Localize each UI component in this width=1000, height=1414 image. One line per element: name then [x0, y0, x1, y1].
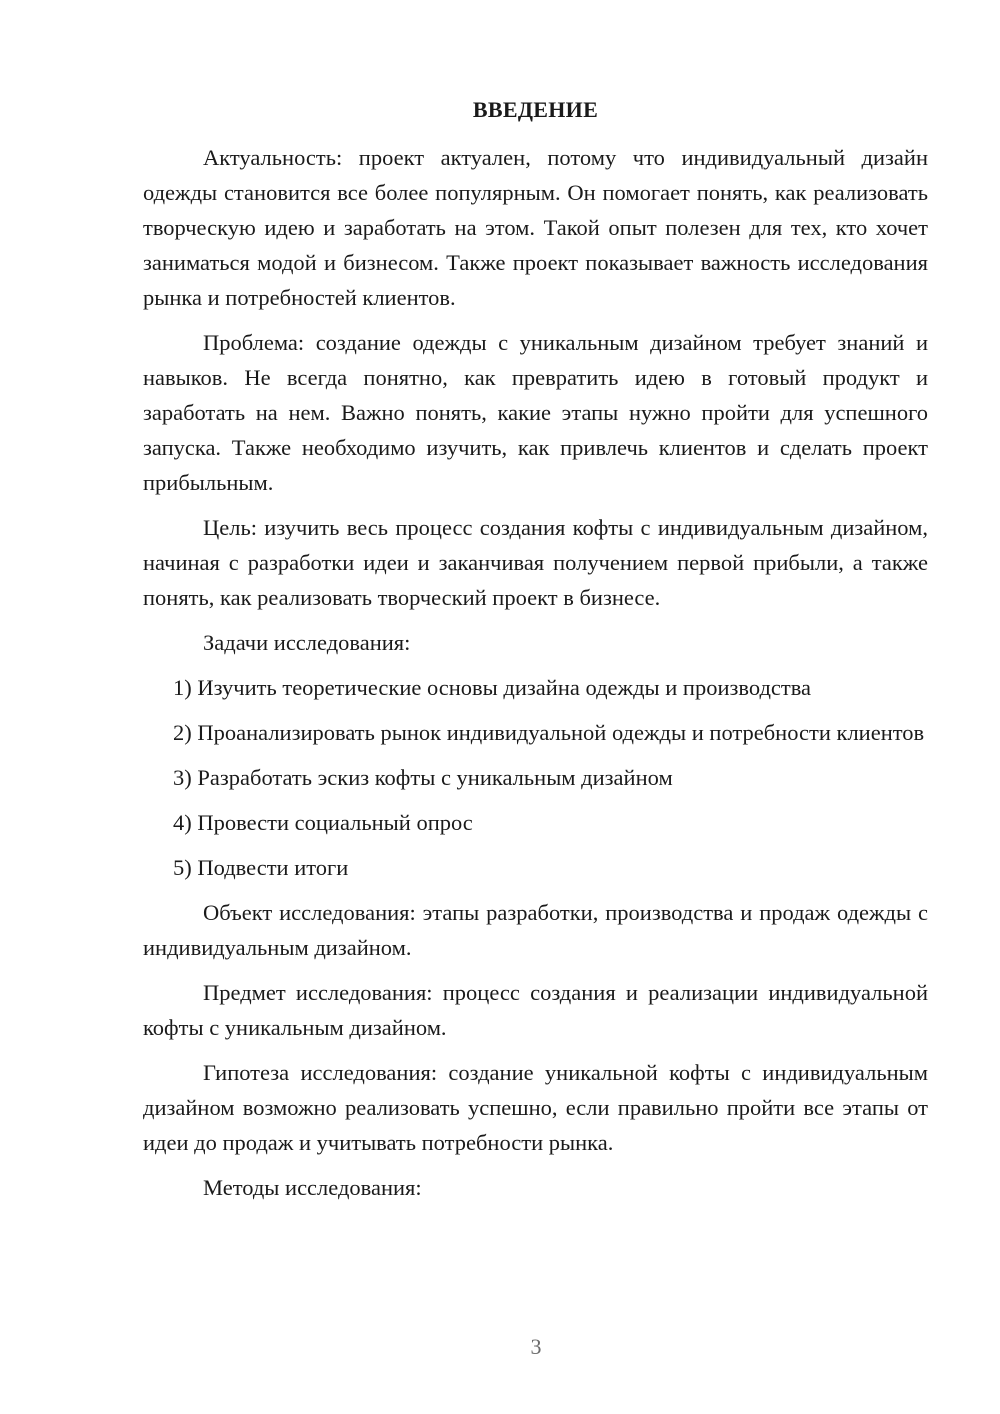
task-item: 4) Провести социальный опрос — [173, 810, 473, 835]
methods-title: Методы исследования: — [203, 1175, 422, 1200]
paragraph-goal: Цель: изучить весь процесс создания кофты с индивидуальным дизайном, начиная с разработки идеи и заканчивая получением первой прибыли, а также понять, как реализовать творческий проект в бизнесе. — [143, 515, 928, 610]
paragraph-object: Объект исследования: этапы разработки, производства и продаж одежды с индивидуальным дизайном. — [143, 900, 928, 960]
task-item: 2) Проанализировать рынок индивидуальной одежды и потребности клиентов — [173, 720, 925, 745]
paragraph-problem: Проблема: создание одежды с уникальным дизайном требует знаний и навыков. Не всегда понятно, как превратить идею в готовый продукт и заработать на нем. Важно понять, какие этапы нужно пройти для успешного запуска. Также необходимо изучить, как привлечь клиентов и сделать проект прибыльным. — [143, 330, 928, 495]
paragraph-hypothesis: Гипотеза исследования: создание уникальной кофты с индивидуальным дизайном возможно реализовать успешно, если правильно пройти все этапы от идеи до продаж и учитывать потребности рынка. — [143, 1060, 928, 1155]
task-item: 5) Подвести итоги — [173, 855, 349, 880]
document-body — [143, 92, 928, 1215]
paragraph-subject: Предмет исследования: процесс создания и реализации индивидуальной кофты с уникальным дизайном. — [143, 980, 928, 1040]
tasks-title: Задачи исследования: — [203, 630, 411, 655]
task-item: 3) Разработать эскиз кофты с уникальным дизайном — [173, 765, 673, 790]
task-item: 1) Изучить теоретические основы дизайна одежды и производства — [173, 675, 812, 700]
section-heading: ВВЕДЕНИЕ — [472, 97, 599, 122]
paragraph-relevance: Актуальность: проект актуален, потому что индивидуальный дизайн одежды становится все более популярным. Он помогает понять, как реализовать творческую идею и заработать на этом. Такой опыт полезен для тех, кто хочет заниматься модой и бизнесом. Также проект показывает важность исследования рынка и потребностей клиентов. — [143, 145, 928, 310]
page-number: 3 — [530, 1334, 542, 1359]
